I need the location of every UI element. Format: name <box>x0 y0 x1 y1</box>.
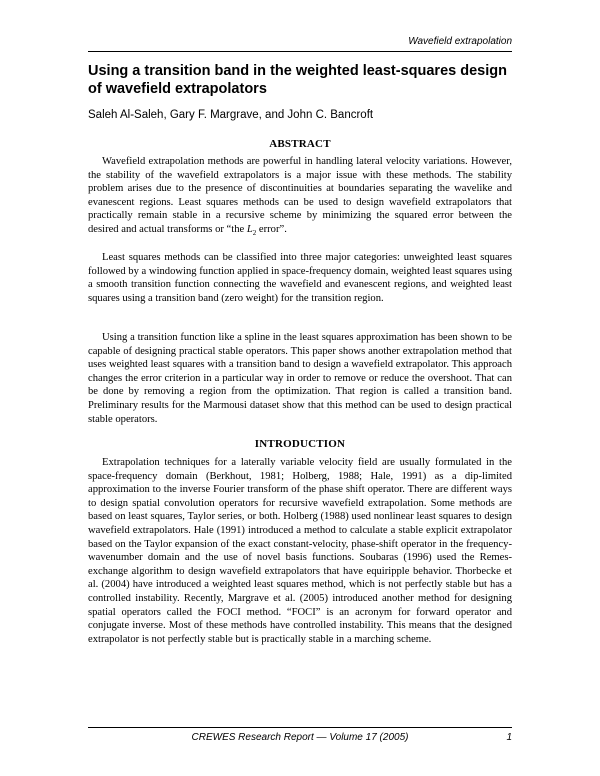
header-rule <box>88 51 512 52</box>
footer-rule <box>88 727 512 728</box>
abstract-heading: ABSTRACT <box>269 138 331 150</box>
l2-symbol: $L_2$ <box>246 223 257 238</box>
author-list: Saleh Al-Saleh, Gary F. Margrave, and John C. Bancroft <box>88 109 374 121</box>
introduction-paragraph-1: Extrapolation techniques for a laterally variable velocity field are usually formulated in the space-frequency domain (Berkhout, 1981; Holberg, 1988; Hale, 1991) as a dip-limited approximation to the inverse Fourier transform of the phase shift operator. There are different ways to design spatial convolution operators for recursive wavefield extrapolation. Some methods are based on least squares, Taylor series, or both. Holberg (1988) used nonlinear least squares to design wavefield extrapolators. Hale (1991) introduced a method to calculate a stable explicit extrapolator based on the Taylor expansion of the exact constant-velocity, phase-shift operator in the frequency-wavenumber domain and the use of novel basis functions. Soubaras (1996) used the Remes-exchange algorithm to design wavefield extrapolators that have equiripple behavior. Thorbecke et al. (2004) have introduced a weighted least squares method, which is not perfectly stable but has a controlled instability. Recently, Margrave et al. (2005) introduced another method for designing spatial operators called the FOCI method. “FOCI” is an acronym for forward operator and conjugate inverse. Most of these methods have controlled instability. This means that the designed extrapolator is not perfectly stable but is practically stable in a marching scheme. <box>88 457 512 645</box>
abstract-paragraph-2: Least squares methods can be classified into three major categories: unweighted least squares followed by a windowing function applied in space-frequency domain, weighted least squares using a smooth transition function connecting the wavefield and evanescent regions, and weighted least squares using a transition band (zero weight) for the transition region. <box>88 252 512 304</box>
abstract-paragraph-1 <box>88 155 512 241</box>
introduction-heading: INTRODUCTION <box>254 438 346 450</box>
abstract-paragraph-1-text: Wavefield extrapolation methods are powerful in handling lateral velocity variations. However, the stability of the wavefield extrapolators is a major issue with these methods. The stability problem arises due to the presence of discontinuities at boundaries separating the wavelike and evanescent regions. Least squares methods can be used to design wavefield extrapolators that practically remain stable in a recursive scheme by minimizing the squared error between the desired and actual transforms or “the <box>88 156 512 235</box>
running-header: Wavefield extrapolation <box>408 36 512 47</box>
journal-footer: CREWES Research Report — Volume 17 (2005) <box>191 732 409 743</box>
page-number: 1 <box>506 732 512 743</box>
paper-title: Using a transition band in the weighted least-squares design of wavefield extrapolators <box>88 63 507 97</box>
abstract-paragraph-3: Using a transition function like a spline in the least squares approximation has been shown to be capable of designing practical stable operators. This paper shows another extrapolation method that uses weighted least squares with a transition band to design a wavefield extrapolator. This approach changes the error criterion in a particular way in order to remove or reduce the overshoot. That can be done by removing a region from the optimization. That region is called a transition band. Preliminary results for the Marmousi dataset show that this method can be used to design practical stable operators. <box>88 332 512 425</box>
abstract-paragraph-1-end: error”. <box>256 223 287 235</box>
